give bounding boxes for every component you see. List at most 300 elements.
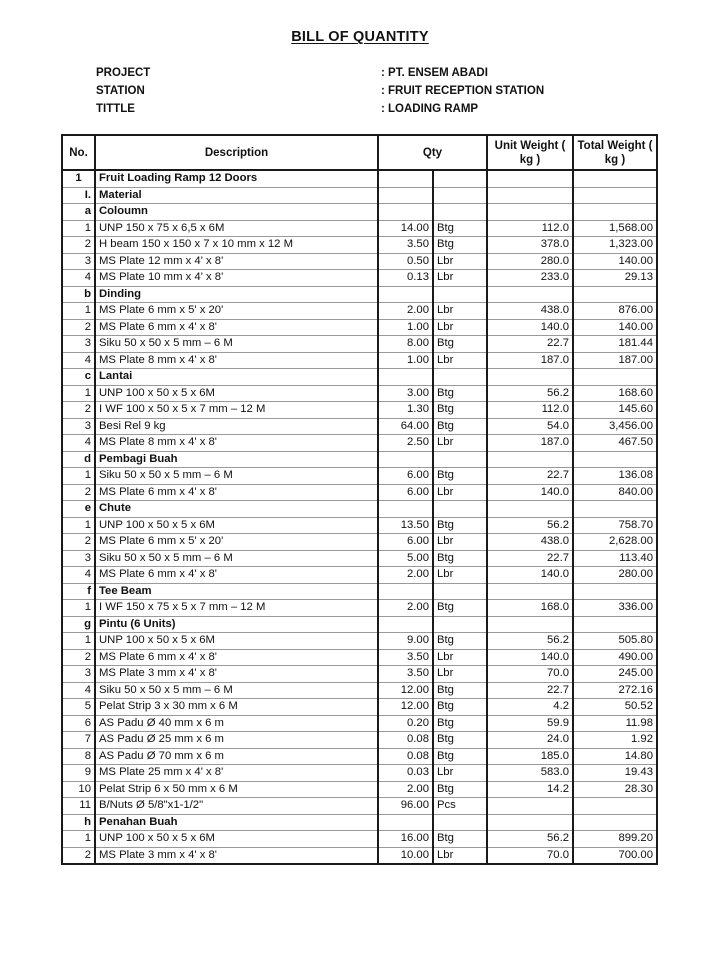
cell-description: Fruit Loading Ramp 12 Doors	[95, 170, 378, 187]
cell-total-weight: 136.08	[573, 468, 657, 485]
cell-unit-weight: 187.0	[487, 352, 573, 369]
meta-value: : PT. ENSEM ABADI	[381, 67, 488, 79]
table-row	[62, 633, 657, 650]
cell-unit-weight: 140.0	[487, 319, 573, 336]
section-row	[62, 187, 657, 204]
cell-unit-weight: 280.0	[487, 253, 573, 270]
cell-total-weight: 899.20	[573, 831, 657, 848]
cell-description: H beam 150 x 150 x 7 x 10 mm x 12 M	[95, 237, 378, 254]
cell-unit-weight: 70.0	[487, 666, 573, 683]
cell-no: b	[62, 286, 95, 303]
cell-total-weight: 245.00	[573, 666, 657, 683]
cell-no: 7	[62, 732, 95, 749]
cell-description: MS Plate 6 mm x 4' x 8'	[95, 484, 378, 501]
cell-description: AS Padu Ø 70 mm x 6 m	[95, 748, 378, 765]
section-row	[62, 286, 657, 303]
cell-total-weight: 29.13	[573, 270, 657, 287]
table-row	[62, 220, 657, 237]
meta-label: STATION	[96, 85, 145, 97]
cell-unit: Btg	[433, 517, 487, 534]
cell-unit-weight: 14.2	[487, 781, 573, 798]
cell-description: MS Plate 6 mm x 4' x 8'	[95, 567, 378, 584]
cell-qty: 2.00	[378, 567, 433, 584]
cell-no: 4	[62, 270, 95, 287]
cell-unit: Btg	[433, 237, 487, 254]
cell-description: Chute	[95, 501, 378, 518]
cell-unit-weight: 54.0	[487, 418, 573, 435]
cell-total-weight	[573, 170, 657, 187]
cell-total-weight: 113.40	[573, 550, 657, 567]
table-row	[62, 402, 657, 419]
cell-description: UNP 150 x 75 x 6,5 x 6M	[95, 220, 378, 237]
table-row	[62, 781, 657, 798]
cell-description: Tee Beam	[95, 583, 378, 600]
cell-qty	[378, 616, 433, 633]
cell-qty: 1.00	[378, 352, 433, 369]
cell-qty	[378, 583, 433, 600]
cell-unit: Lbr	[433, 649, 487, 666]
cell-unit-weight: 378.0	[487, 237, 573, 254]
cell-total-weight	[573, 501, 657, 518]
header-total-weight: Total Weight ( kg )	[573, 135, 657, 170]
cell-total-weight: 19.43	[573, 765, 657, 782]
cell-qty: 0.08	[378, 732, 433, 749]
cell-no: 1	[62, 170, 95, 187]
cell-qty: 10.00	[378, 847, 433, 864]
table-row	[62, 699, 657, 716]
cell-qty: 1.30	[378, 402, 433, 419]
table-row	[62, 600, 657, 617]
cell-total-weight: 1,568.00	[573, 220, 657, 237]
table-row	[62, 319, 657, 336]
cell-description: UNP 100 x 50 x 5 x 6M	[95, 633, 378, 650]
cell-qty	[378, 814, 433, 831]
cell-qty: 6.00	[378, 468, 433, 485]
cell-total-weight: 758.70	[573, 517, 657, 534]
cell-unit	[433, 616, 487, 633]
cell-unit: Lbr	[433, 534, 487, 551]
cell-total-weight	[573, 814, 657, 831]
cell-total-weight: 876.00	[573, 303, 657, 320]
cell-unit: Btg	[433, 418, 487, 435]
group-row	[62, 170, 657, 187]
cell-qty: 0.20	[378, 715, 433, 732]
table-row	[62, 534, 657, 551]
cell-unit-weight: 59.9	[487, 715, 573, 732]
cell-total-weight: 467.50	[573, 435, 657, 452]
cell-description: MS Plate 8 mm x 4' x 8'	[95, 352, 378, 369]
cell-unit-weight	[487, 369, 573, 386]
cell-no: 2	[62, 402, 95, 419]
cell-unit: Btg	[433, 682, 487, 699]
cell-no: 4	[62, 567, 95, 584]
cell-description: MS Plate 6 mm x 4' x 8'	[95, 649, 378, 666]
cell-total-weight	[573, 583, 657, 600]
cell-description: Coloumn	[95, 204, 378, 221]
cell-unit: Btg	[433, 715, 487, 732]
cell-no: 2	[62, 649, 95, 666]
cell-total-weight: 187.00	[573, 352, 657, 369]
table-row	[62, 435, 657, 452]
cell-unit: Lbr	[433, 666, 487, 683]
cell-no: 3	[62, 253, 95, 270]
cell-unit-weight: 22.7	[487, 682, 573, 699]
cell-no: 4	[62, 435, 95, 452]
cell-unit-weight: 185.0	[487, 748, 573, 765]
cell-qty: 3.00	[378, 385, 433, 402]
cell-qty: 64.00	[378, 418, 433, 435]
cell-unit: Lbr	[433, 484, 487, 501]
cell-no: f	[62, 583, 95, 600]
cell-unit-weight: 22.7	[487, 468, 573, 485]
cell-qty: 96.00	[378, 798, 433, 815]
table-row	[62, 550, 657, 567]
cell-description: Pembagi Buah	[95, 451, 378, 468]
cell-description: Siku 50 x 50 x 5 mm – 6 M	[95, 682, 378, 699]
cell-qty: 6.00	[378, 484, 433, 501]
table-row	[62, 336, 657, 353]
cell-qty: 2.50	[378, 435, 433, 452]
cell-no: 10	[62, 781, 95, 798]
cell-qty: 8.00	[378, 336, 433, 353]
cell-total-weight: 140.00	[573, 253, 657, 270]
cell-unit: Lbr	[433, 567, 487, 584]
cell-no: a	[62, 204, 95, 221]
cell-unit: Lbr	[433, 270, 487, 287]
cell-unit-weight: 233.0	[487, 270, 573, 287]
cell-unit-weight: 583.0	[487, 765, 573, 782]
cell-unit-weight: 56.2	[487, 831, 573, 848]
cell-unit: Lbr	[433, 847, 487, 864]
cell-unit-weight: 438.0	[487, 534, 573, 551]
cell-total-weight: 181.44	[573, 336, 657, 353]
cell-unit	[433, 583, 487, 600]
cell-total-weight: 3,456.00	[573, 418, 657, 435]
cell-no: 1	[62, 831, 95, 848]
cell-description: AS Padu Ø 25 mm x 6 m	[95, 732, 378, 749]
table-row	[62, 468, 657, 485]
cell-unit-weight: 22.7	[487, 336, 573, 353]
cell-no: 3	[62, 666, 95, 683]
meta-value: : FRUIT RECEPTION STATION	[381, 85, 545, 97]
cell-unit-weight: 140.0	[487, 649, 573, 666]
table-row	[62, 484, 657, 501]
cell-description: Besi Rel 9 kg	[95, 418, 378, 435]
cell-unit: Btg	[433, 336, 487, 353]
cell-no: I.	[62, 187, 95, 204]
cell-qty: 0.08	[378, 748, 433, 765]
cell-qty: 16.00	[378, 831, 433, 848]
cell-unit-weight	[487, 501, 573, 518]
cell-unit	[433, 451, 487, 468]
cell-qty: 0.13	[378, 270, 433, 287]
cell-no: 2	[62, 237, 95, 254]
cell-unit-weight: 56.2	[487, 633, 573, 650]
cell-unit	[433, 170, 487, 187]
table-row	[62, 385, 657, 402]
cell-qty: 1.00	[378, 319, 433, 336]
cell-total-weight: 700.00	[573, 847, 657, 864]
cell-unit: Btg	[433, 633, 487, 650]
cell-no: c	[62, 369, 95, 386]
cell-qty: 13.50	[378, 517, 433, 534]
cell-total-weight	[573, 798, 657, 815]
cell-unit: Btg	[433, 385, 487, 402]
table-row	[62, 715, 657, 732]
table-row	[62, 352, 657, 369]
cell-description: Lantai	[95, 369, 378, 386]
cell-qty	[378, 187, 433, 204]
cell-no: 1	[62, 385, 95, 402]
cell-unit: Lbr	[433, 253, 487, 270]
cell-description: Pelat Strip 6 x 50 mm x 6 M	[95, 781, 378, 798]
cell-total-weight: 840.00	[573, 484, 657, 501]
document-title	[0, 29, 720, 45]
cell-description: UNP 100 x 50 x 5 x 6M	[95, 517, 378, 534]
cell-qty: 3.50	[378, 666, 433, 683]
cell-total-weight: 336.00	[573, 600, 657, 617]
cell-total-weight: 272.16	[573, 682, 657, 699]
cell-total-weight	[573, 204, 657, 221]
cell-no: 1	[62, 220, 95, 237]
cell-description: Penahan Buah	[95, 814, 378, 831]
cell-unit-weight: 24.0	[487, 732, 573, 749]
cell-qty	[378, 170, 433, 187]
table-row	[62, 732, 657, 749]
cell-total-weight: 50.52	[573, 699, 657, 716]
cell-qty: 3.50	[378, 237, 433, 254]
cell-description: MS Plate 25 mm x 4' x 8'	[95, 765, 378, 782]
cell-total-weight: 505.80	[573, 633, 657, 650]
cell-no: 1	[62, 468, 95, 485]
cell-description: MS Plate 3 mm x 4' x 8'	[95, 847, 378, 864]
cell-description: Siku 50 x 50 x 5 mm – 6 M	[95, 336, 378, 353]
table-row	[62, 567, 657, 584]
cell-unit-weight	[487, 616, 573, 633]
cell-unit-weight	[487, 451, 573, 468]
cell-no: 1	[62, 633, 95, 650]
cell-description: I WF 100 x 50 x 5 x 7 mm – 12 M	[95, 402, 378, 419]
table-row	[62, 517, 657, 534]
cell-no: 2	[62, 319, 95, 336]
cell-unit: Lbr	[433, 765, 487, 782]
cell-no: 2	[62, 534, 95, 551]
cell-unit: Lbr	[433, 435, 487, 452]
cell-no: 1	[62, 600, 95, 617]
cell-qty: 5.00	[378, 550, 433, 567]
table-row	[62, 798, 657, 815]
cell-qty	[378, 286, 433, 303]
table-header-row	[62, 135, 657, 170]
cell-total-weight: 11.98	[573, 715, 657, 732]
cell-no: 3	[62, 336, 95, 353]
cell-total-weight: 280.00	[573, 567, 657, 584]
cell-total-weight	[573, 286, 657, 303]
cell-no: d	[62, 451, 95, 468]
header-unit-weight: Unit Weight ( kg )	[487, 135, 573, 170]
cell-qty	[378, 501, 433, 518]
cell-unit-weight	[487, 187, 573, 204]
cell-unit-weight: 140.0	[487, 484, 573, 501]
cell-qty: 0.03	[378, 765, 433, 782]
bill-of-quantity-table	[61, 134, 658, 865]
cell-unit-weight: 112.0	[487, 402, 573, 419]
cell-no: 5	[62, 699, 95, 716]
cell-total-weight: 1,323.00	[573, 237, 657, 254]
table-row	[62, 847, 657, 864]
cell-no: h	[62, 814, 95, 831]
cell-no: 8	[62, 748, 95, 765]
cell-qty: 12.00	[378, 699, 433, 716]
cell-no: 1	[62, 303, 95, 320]
cell-total-weight: 2,628.00	[573, 534, 657, 551]
cell-unit	[433, 814, 487, 831]
cell-description: MS Plate 6 mm x 4' x 8'	[95, 319, 378, 336]
section-row	[62, 814, 657, 831]
cell-no: 4	[62, 352, 95, 369]
cell-no: 3	[62, 418, 95, 435]
cell-description: AS Padu Ø 40 mm x 6 m	[95, 715, 378, 732]
cell-unit	[433, 369, 487, 386]
cell-unit: Pcs	[433, 798, 487, 815]
cell-description: I WF 150 x 75 x 5 x 7 mm – 12 M	[95, 600, 378, 617]
cell-total-weight: 1.92	[573, 732, 657, 749]
cell-qty: 0.50	[378, 253, 433, 270]
section-row	[62, 501, 657, 518]
cell-description: Material	[95, 187, 378, 204]
cell-unit: Btg	[433, 781, 487, 798]
cell-total-weight	[573, 187, 657, 204]
cell-qty: 6.00	[378, 534, 433, 551]
cell-no: 11	[62, 798, 95, 815]
table-row	[62, 270, 657, 287]
table-row	[62, 237, 657, 254]
cell-unit: Btg	[433, 550, 487, 567]
cell-unit	[433, 204, 487, 221]
section-row	[62, 583, 657, 600]
cell-no: g	[62, 616, 95, 633]
cell-description: MS Plate 6 mm x 5' x 20'	[95, 303, 378, 320]
cell-qty: 14.00	[378, 220, 433, 237]
table-row	[62, 831, 657, 848]
cell-no: 4	[62, 682, 95, 699]
cell-no: 6	[62, 715, 95, 732]
cell-qty: 9.00	[378, 633, 433, 650]
cell-unit: Lbr	[433, 352, 487, 369]
cell-description: UNP 100 x 50 x 5 x 6M	[95, 385, 378, 402]
cell-unit-weight	[487, 204, 573, 221]
cell-unit: Btg	[433, 748, 487, 765]
cell-qty	[378, 369, 433, 386]
cell-total-weight	[573, 369, 657, 386]
cell-unit: Btg	[433, 468, 487, 485]
cell-qty: 3.50	[378, 649, 433, 666]
header-no: No.	[62, 135, 95, 170]
cell-qty: 12.00	[378, 682, 433, 699]
cell-unit-weight: 22.7	[487, 550, 573, 567]
meta-value: : LOADING RAMP	[381, 103, 479, 115]
cell-qty	[378, 451, 433, 468]
cell-total-weight: 490.00	[573, 649, 657, 666]
cell-description: MS Plate 8 mm x 4' x 8'	[95, 435, 378, 452]
cell-description: Siku 50 x 50 x 5 mm – 6 M	[95, 468, 378, 485]
cell-no: 3	[62, 550, 95, 567]
cell-unit-weight	[487, 170, 573, 187]
cell-unit-weight	[487, 814, 573, 831]
cell-no: 9	[62, 765, 95, 782]
cell-unit-weight: 140.0	[487, 567, 573, 584]
table-row	[62, 748, 657, 765]
meta-label: TITTLE	[96, 103, 135, 115]
cell-description: Dinding	[95, 286, 378, 303]
cell-qty: 2.00	[378, 600, 433, 617]
cell-description: Pintu (6 Units)	[95, 616, 378, 633]
cell-total-weight: 14.80	[573, 748, 657, 765]
cell-unit: Lbr	[433, 319, 487, 336]
table-row	[62, 765, 657, 782]
table-row	[62, 418, 657, 435]
cell-unit	[433, 286, 487, 303]
document-title-text: BILL OF QUANTITY	[291, 29, 429, 45]
table-body	[62, 170, 657, 864]
cell-unit	[433, 501, 487, 518]
cell-unit: Btg	[433, 699, 487, 716]
cell-qty: 2.00	[378, 781, 433, 798]
cell-unit-weight: 56.2	[487, 385, 573, 402]
cell-unit-weight: 56.2	[487, 517, 573, 534]
cell-description: MS Plate 3 mm x 4' x 8'	[95, 666, 378, 683]
cell-total-weight: 145.60	[573, 402, 657, 419]
table-row	[62, 682, 657, 699]
cell-total-weight	[573, 451, 657, 468]
header-qty: Qty	[378, 135, 487, 170]
cell-description: MS Plate 10 mm x 4' x 8'	[95, 270, 378, 287]
cell-total-weight	[573, 616, 657, 633]
cell-unit: Btg	[433, 402, 487, 419]
cell-unit: Btg	[433, 831, 487, 848]
section-row	[62, 451, 657, 468]
section-row	[62, 369, 657, 386]
cell-unit: Btg	[433, 220, 487, 237]
cell-unit-weight: 187.0	[487, 435, 573, 452]
cell-total-weight: 28.30	[573, 781, 657, 798]
cell-description: Siku 50 x 50 x 5 mm – 6 M	[95, 550, 378, 567]
cell-unit: Btg	[433, 732, 487, 749]
cell-description: B/Nuts Ø 5/8"x1-1/2"	[95, 798, 378, 815]
cell-no: e	[62, 501, 95, 518]
header-description: Description	[95, 135, 378, 170]
cell-description: Pelat Strip 3 x 30 mm x 6 M	[95, 699, 378, 716]
cell-unit-weight: 4.2	[487, 699, 573, 716]
cell-total-weight: 168.60	[573, 385, 657, 402]
cell-qty	[378, 204, 433, 221]
cell-description: MS Plate 12 mm x 4' x 8'	[95, 253, 378, 270]
cell-unit-weight	[487, 583, 573, 600]
cell-unit-weight	[487, 286, 573, 303]
table-row	[62, 253, 657, 270]
cell-description: MS Plate 6 mm x 5' x 20'	[95, 534, 378, 551]
table-row	[62, 649, 657, 666]
cell-unit-weight	[487, 798, 573, 815]
cell-unit-weight: 70.0	[487, 847, 573, 864]
section-row	[62, 204, 657, 221]
cell-total-weight: 140.00	[573, 319, 657, 336]
cell-no: 1	[62, 517, 95, 534]
cell-unit-weight: 112.0	[487, 220, 573, 237]
section-row	[62, 616, 657, 633]
cell-no: 2	[62, 484, 95, 501]
meta-label: PROJECT	[96, 67, 151, 79]
